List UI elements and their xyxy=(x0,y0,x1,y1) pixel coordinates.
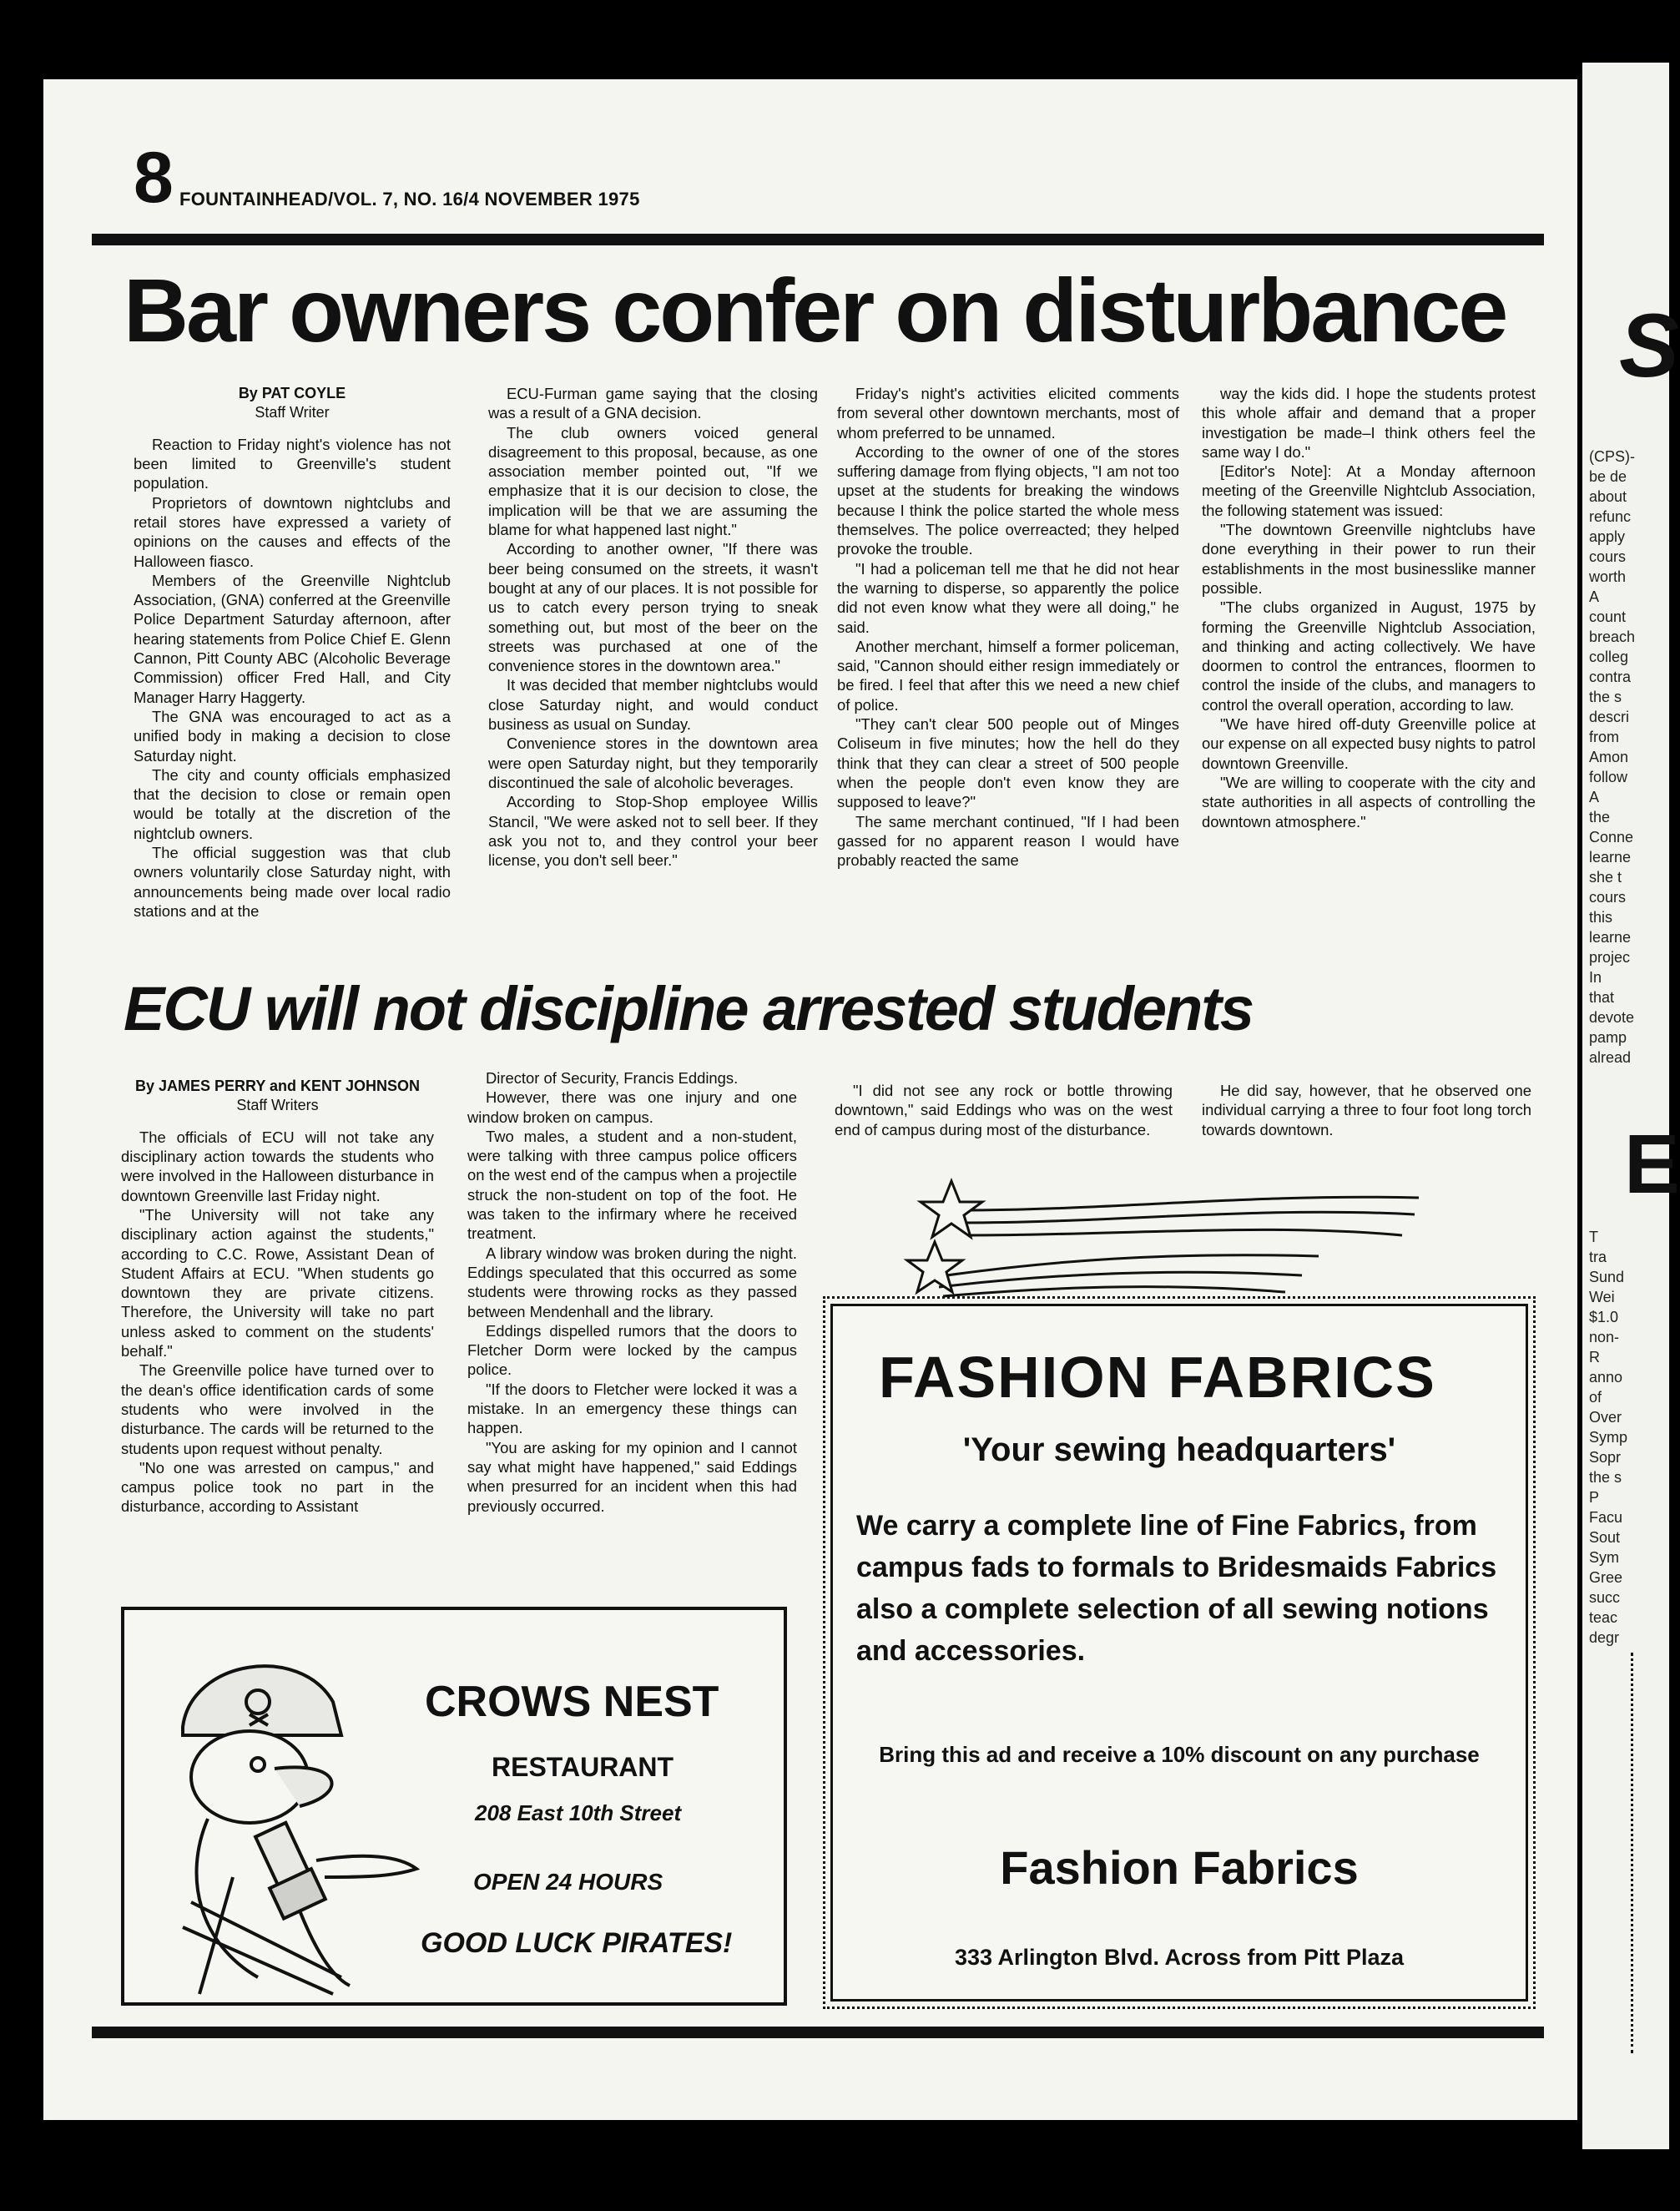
fragment-line: cours xyxy=(1589,548,1627,565)
fragment-line: Sym xyxy=(1589,1549,1619,1566)
paragraph: "You are asking for my opinion and I cannot say what might have happened," said Eddings when presurred for an incident when this had previously occurred. xyxy=(467,1438,797,1515)
top-rule xyxy=(92,234,1544,245)
paragraph: "The clubs organized in August, 1975 by forming the Greenville Nightclub Association, and thinking and acting collectively. We have doormen to control the entrances, floormen to control the inside of the clubs, and managers to control the overall operation, according to law. xyxy=(1202,598,1536,714)
ad-fabrics-store-name: Fashion Fabrics xyxy=(1000,1841,1359,1894)
byline-role: Staff Writers xyxy=(236,1097,319,1114)
fragment-line: Sopr xyxy=(1589,1449,1622,1466)
star-icon xyxy=(921,1181,982,1237)
article2-byline xyxy=(121,1077,434,1116)
fragment-line: be de xyxy=(1589,468,1627,485)
paragraph: "The downtown Greenville nightclubs have done everything in their power to run their establishments in the most businesslike manner possible. xyxy=(1202,521,1536,597)
fragment-line: this xyxy=(1589,909,1613,926)
fragment-line: devote xyxy=(1589,1009,1635,1026)
paragraph: It was decided that member nightclubs would close Saturday night, and would conduct business as usual on Sunday. xyxy=(488,676,818,734)
ad-fabrics-title: FASHION FABRICS xyxy=(879,1345,1436,1410)
article2-column-1 xyxy=(121,1077,434,1517)
fragment-line: Over xyxy=(1589,1409,1622,1426)
fragment-line: succ xyxy=(1589,1589,1621,1606)
article1-column-1 xyxy=(134,384,451,921)
fragment-line: degr xyxy=(1589,1629,1620,1646)
paragraph: Director of Security, Francis Eddings. xyxy=(486,1069,739,1087)
fragment-line: anno xyxy=(1589,1369,1623,1386)
paragraph: The same merchant continued, "If I had been gassed for no apparent reason I would have probably reacted the same xyxy=(837,812,1179,870)
fragment-line: Amon xyxy=(1589,749,1629,765)
paragraph: According to another owner, "If there was beer being consumed on the streets, it wasn't bought at any of our places. It is not possible for us to catch every person trying to sneak something out, but most of the beer on the streets was purchased at one of the convenience stores in the downtown area." xyxy=(488,540,818,675)
paragraph: "We are willing to cooperate with the city and state authorities in all aspects of controlling the downtown atmosphere." xyxy=(1202,773,1536,830)
fragment-line: the s xyxy=(1589,1469,1622,1486)
pirate-parrot-illustration xyxy=(133,1627,425,1994)
paragraph: The city and county officials emphasized that the decision to close or remain open would be totally at the discretion of the nightclub owners. xyxy=(134,765,451,842)
paragraph: A library window was broken during the night. Eddings speculated that this occurred as some students were throwing rocks as they passed between Mendenhall and the library. xyxy=(467,1244,797,1320)
paragraph: Another merchant, himself a former policeman, said, "Cannon should either resign immediately or be fired. I feel that after this we need a new chief of police. xyxy=(837,637,1179,714)
ad-restaurant-hours: OPEN 24 HOURS xyxy=(473,1869,663,1895)
ad-restaurant-type: RESTAURANT xyxy=(492,1752,674,1782)
bottom-rule xyxy=(92,2027,1544,2038)
fragment-line: tra xyxy=(1589,1249,1607,1265)
headline-ecu-discipline: ECU will not discipline arrested students xyxy=(124,974,1254,1043)
fragment-line: alread xyxy=(1589,1049,1632,1066)
byline-role: Staff Writer xyxy=(255,404,330,422)
fragment-line: follow xyxy=(1589,769,1628,785)
fragment-line: contra xyxy=(1589,669,1632,685)
adjacent-text-fragment xyxy=(1589,447,1635,1068)
ad-fabrics-address: 333 Arlington Blvd. Across from Pitt Plaza xyxy=(954,1945,1405,1970)
fragment-line: worth xyxy=(1589,568,1627,585)
paragraph: "If the doors to Fletcher were locked it was a mistake. In an emergency these things can happen. xyxy=(467,1380,797,1437)
byline-name: By PAT COYLE xyxy=(238,385,346,401)
ad-crows-nest xyxy=(121,1607,787,2006)
adjacent-star-border xyxy=(1631,1653,1667,2053)
fragment-line: $1.0 xyxy=(1589,1309,1619,1325)
paragraph: The officials of ECU will not take any disciplinary action towards the students who were involved in the Halloween disturbance in downtown Greenville last Friday night. xyxy=(121,1128,434,1204)
ad-restaurant-name: CROWS NEST xyxy=(425,1678,719,1726)
paragraph: Two males, a student and a non-student, were talking with three campus police officers on the west end of the campus when a projectile struck the non-student on top of the foot. He was taken to the infirmary where he received treatment. xyxy=(467,1127,797,1243)
adjacent-headline-letter: S xyxy=(1619,295,1680,396)
fragment-line: learne xyxy=(1589,929,1632,946)
fragment-line: cours xyxy=(1589,889,1627,906)
fragment-line: that xyxy=(1589,989,1615,1006)
fragment-line: A xyxy=(1589,789,1600,805)
paragraph: "They can't clear 500 people out of Minges Coliseum in five minutes; how the hell do they think that they can clear a street of 500 people when the people don't even know they are supposed to leave?" xyxy=(837,715,1179,811)
paragraph: way the kids did. I hope the students protest this whole affair and demand that a proper investigation be made–I think others feel the same way I do." xyxy=(1202,385,1536,461)
paragraph: "I had a policeman tell me that he did not hear the warning to disperse, so apparently the police did not even know what they were all doing," he said. xyxy=(837,559,1179,636)
paragraph: Convenience stores in the downtown area were open Saturday night, but they temporarily discontinued the sale of alcoholic beverages. xyxy=(488,734,818,791)
article1-column-2 xyxy=(488,384,818,870)
fragment-line: Conne xyxy=(1589,829,1634,846)
article2-column-4 xyxy=(1202,1081,1531,1139)
shooting-stars-illustration xyxy=(901,1177,1435,1302)
headline-bar-owners: Bar owners confer on disturbance xyxy=(124,260,1506,361)
fragment-line: refunc xyxy=(1589,508,1632,525)
fragment-line: from xyxy=(1589,729,1619,745)
ad-restaurant-address: 208 East 10th Street xyxy=(475,1800,682,1825)
article1-column-3 xyxy=(837,384,1179,870)
paragraph: According to the owner of one of the stores suffering damage from flying objects, "I am not too upset at the students for breaking the windows because I think the police started the whole mess themselves. The police overreacted; they helped provoke the trouble. xyxy=(837,442,1179,558)
fragment-line: breach xyxy=(1589,628,1636,645)
fragment-line: count xyxy=(1589,608,1627,625)
ad-fabrics-body: We carry a complete line of Fine Fabrics, from campus fads to formals to Bridesmaids Fabrics also a complete selection of all sewing notions and accessories. xyxy=(856,1510,1497,1667)
paragraph: [Editor's Note]: At a Monday afternoon meeting of the Greenville Nightclub Association, the following statement was issued: xyxy=(1202,462,1536,519)
paragraph: The Greenville police have turned over to the dean's office identification cards of some students who were involved in the disturbance. The cards will be returned to the students upon request without penalty. xyxy=(121,1361,434,1457)
fragment-line: the s xyxy=(1589,689,1622,705)
paragraph: Members of the Greenville Nightclub Association, (GNA) conferred at the Greenville Police Department Saturday afternoon, after hearing statements from Police Chief E. Glenn Cannon, Pitt County ABC (Alcoholic Beverage Commission) officer Fred Hall, and City Manager Harry Haggerty. xyxy=(134,571,451,706)
paragraph: The GNA was encouraged to act as a unified body in making a decision to close Saturday night. xyxy=(134,707,451,765)
fragment-line: R xyxy=(1589,1349,1600,1365)
fragment-line: about xyxy=(1589,488,1627,505)
fragment-line: the xyxy=(1589,809,1611,825)
fragment-line: pamp xyxy=(1589,1029,1627,1046)
fragment-line: projec xyxy=(1589,949,1631,966)
article2-column-3 xyxy=(835,1081,1173,1139)
ad-fashion-fabrics xyxy=(830,1304,1528,2002)
paragraph: Eddings dispelled rumors that the doors to Fletcher Dorm were locked by the campus police. xyxy=(467,1321,797,1379)
adjacent-headline-letter-2: E xyxy=(1624,1118,1680,1211)
fragment-line: apply xyxy=(1589,528,1626,545)
paragraph: "I did not see any rock or bottle throwing downtown," said Eddings who was on the west end of campus during most of the disturbance. xyxy=(835,1082,1173,1138)
ad-fabrics-offer: Bring this ad and receive a 10% discount on any purchase xyxy=(879,1742,1480,1767)
fragment-line: Facu xyxy=(1589,1509,1623,1526)
page-number: 8 xyxy=(134,138,174,218)
fragment-line: of xyxy=(1589,1389,1602,1406)
article1-column-4 xyxy=(1202,384,1536,831)
byline-name: By JAMES PERRY and KENT JOHNSON xyxy=(134,1078,421,1094)
paragraph: The club owners voiced general disagreement to this proposal, because, as one association member pointed out, "If we emphasize that it is our decision to close, the implication will be that we are assuming the blame for what happened last night." xyxy=(488,423,818,539)
paragraph: He did say, however, that he observed one individual carrying a three to four foot long torch towards downtown. xyxy=(1202,1082,1531,1138)
paragraph: Friday's night's activities elicited comments from several other downtown merchants, most of whom preferred to be unnamed. xyxy=(837,385,1179,442)
article2-column-2 xyxy=(467,1068,797,1516)
adjacent-page xyxy=(1582,63,1680,2149)
fragment-line: P xyxy=(1589,1489,1600,1506)
paragraph: "We have hired off-duty Greenville police at our expense on all expected busy nights to patrol downtown Greenville. xyxy=(1202,715,1536,772)
paragraph: Reaction to Friday night's violence has not been limited to Greenville's student population. xyxy=(134,435,451,492)
fragment-line: In xyxy=(1589,969,1602,986)
fragment-line: she t xyxy=(1589,869,1622,886)
fragment-line: learne xyxy=(1589,849,1632,866)
fragment-line: Sout xyxy=(1589,1529,1621,1546)
paragraph: Proprietors of downtown nightclubs and retail stores have expressed a variety of opinions on the causes and effects of the Halloween fiasco. xyxy=(134,493,451,570)
publication-line: FOUNTAINHEAD/VOL. 7, NO. 16/4 NOVEMBER 1975 xyxy=(179,189,640,209)
paragraph: The official suggestion was that club owners voluntarily close Saturday night, with announcements being made over local radio stations and at the xyxy=(134,844,451,920)
fragment-line: Sund xyxy=(1589,1269,1625,1285)
fragment-line: Symp xyxy=(1589,1429,1628,1446)
article1-byline xyxy=(134,384,451,423)
paragraph: However, there was one injury and one window broken on campus. xyxy=(467,1088,797,1126)
paragraph: "The University will not take any disciplinary action against the students," according to C.C. Rowe, Assistant Dean of Student Affairs at ECU. "When students go downtown they are private citizens. Therefore, the University will take no part unless asked to comment on the students' behalf." xyxy=(121,1205,434,1360)
fragment-line: T xyxy=(1589,1229,1598,1245)
paragraph: ECU-Furman game saying that the closing was a result of a GNA decision. xyxy=(488,385,818,422)
ad-restaurant-slogan: GOOD LUCK PIRATES! xyxy=(421,1927,733,1959)
fragment-line: (CPS)- xyxy=(1589,448,1635,465)
fragment-line: Wei xyxy=(1589,1289,1615,1305)
paragraph: According to Stop-Shop employee Willis Stancil, "We were asked not to sell beer. If they ask you not to, and they control your beer license, you don't sell beer." xyxy=(488,793,818,870)
paragraph: "No one was arrested on campus," and campus police took no part in the disturbance, according to Assistant xyxy=(121,1458,434,1516)
fragment-line: Gree xyxy=(1589,1569,1623,1586)
fragment-line: colleg xyxy=(1589,649,1629,665)
fragment-line: non- xyxy=(1589,1329,1620,1345)
adjacent-text-fragment xyxy=(1589,1227,1627,1648)
fragment-line: teac xyxy=(1589,1609,1618,1626)
ad-fabrics-tagline: 'Your sewing headquarters' xyxy=(962,1431,1396,1468)
fragment-line: A xyxy=(1589,588,1600,605)
fragment-line: descri xyxy=(1589,709,1630,725)
